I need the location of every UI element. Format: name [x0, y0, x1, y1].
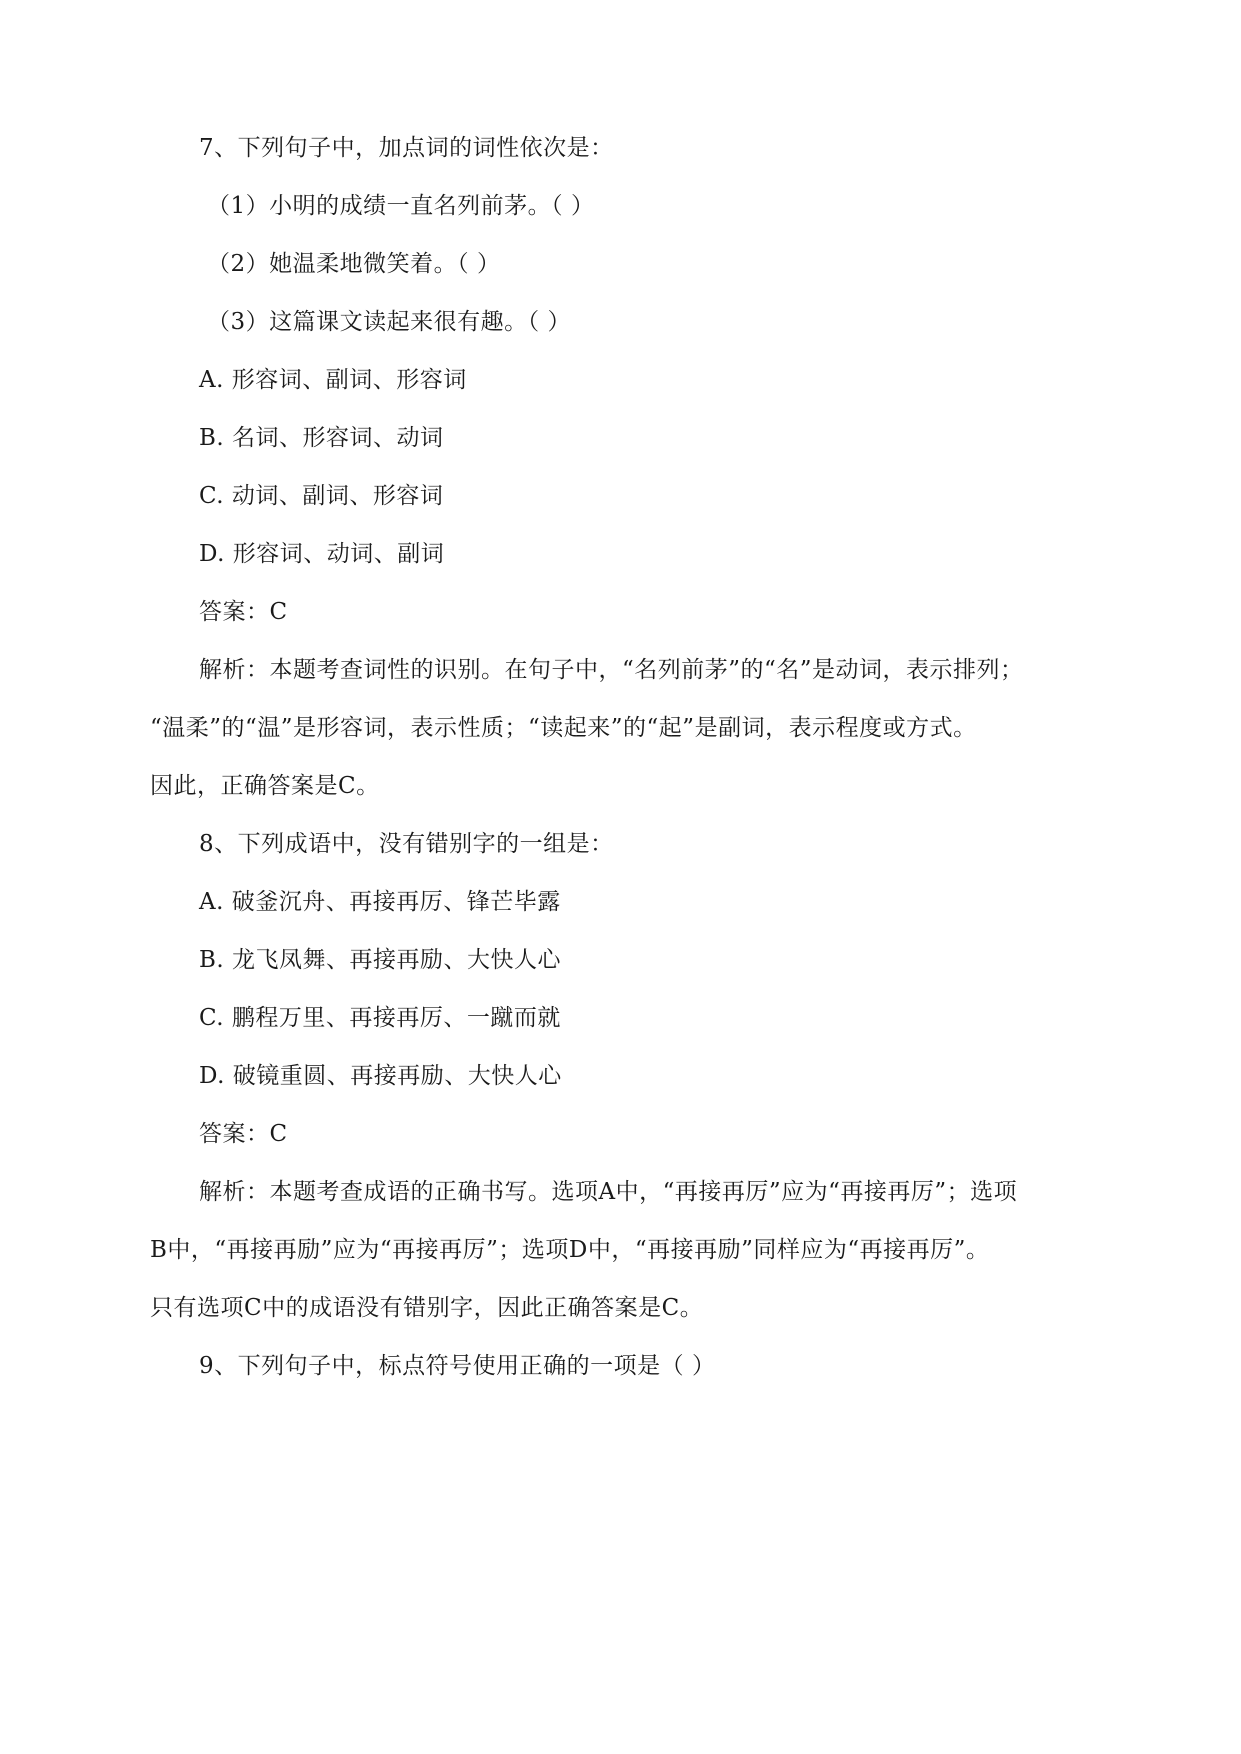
question-7-analysis-line-2: “温柔”的“温”是形容词，表示性质；“读起来”的“起”是副词，表示程度或方式。	[150, 715, 977, 741]
question-8-stem: 8、下列成语中，没有错别字的一组是：	[199, 831, 614, 857]
question-9-stem: 9、下列句子中，标点符号使用正确的一项是（ ）	[199, 1353, 716, 1379]
question-7-item-1: （1）小明的成绩一直名列前茅。（ ）	[207, 193, 595, 219]
question-7-item-2: （2）她温柔地微笑着。（ ）	[207, 251, 501, 277]
question-8-answer: 答案：C	[199, 1121, 288, 1147]
question-8-analysis-line-1: 解析：本题考查成语的正确书写。选项A中，“再接再厉”应为“再接再厉”；选项	[199, 1179, 1018, 1205]
question-7-analysis-line-3: 因此，正确答案是C。	[150, 773, 380, 799]
question-7-option-b: B. 名词、形容词、动词	[199, 425, 444, 451]
question-7-option-d: D. 形容词、动词、副词	[199, 541, 445, 567]
question-7-answer: 答案：C	[199, 599, 288, 625]
question-8-option-a: A. 破釜沉舟、再接再厉、锋芒毕露	[199, 889, 561, 915]
question-8-analysis-line-2: B中，“再接再励”应为“再接再厉”；选项D中，“再接再励”同样应为“再接再厉”。	[150, 1237, 990, 1263]
question-7-analysis-line-1: 解析：本题考查词性的识别。在句子中，“名列前茅”的“名”是动词，表示排列；	[199, 657, 1024, 683]
question-8-option-c: C. 鹏程万里、再接再厉、一蹴而就	[199, 1005, 561, 1031]
question-7-stem: 7、下列句子中，加点词的词性依次是：	[199, 135, 614, 161]
question-7-option-c: C. 动词、副词、形容词	[199, 483, 444, 509]
question-8-option-d: D. 破镜重圆、再接再励、大快人心	[199, 1063, 562, 1089]
question-7-item-3: （3）这篇课文读起来很有趣。（ ）	[207, 309, 571, 335]
question-8-option-b: B. 龙飞凤舞、再接再励、大快人心	[199, 947, 562, 973]
question-7-option-a: A. 形容词、副词、形容词	[199, 367, 467, 393]
question-8-analysis-line-3: 只有选项C中的成语没有错别字，因此正确答案是C。	[150, 1295, 704, 1321]
